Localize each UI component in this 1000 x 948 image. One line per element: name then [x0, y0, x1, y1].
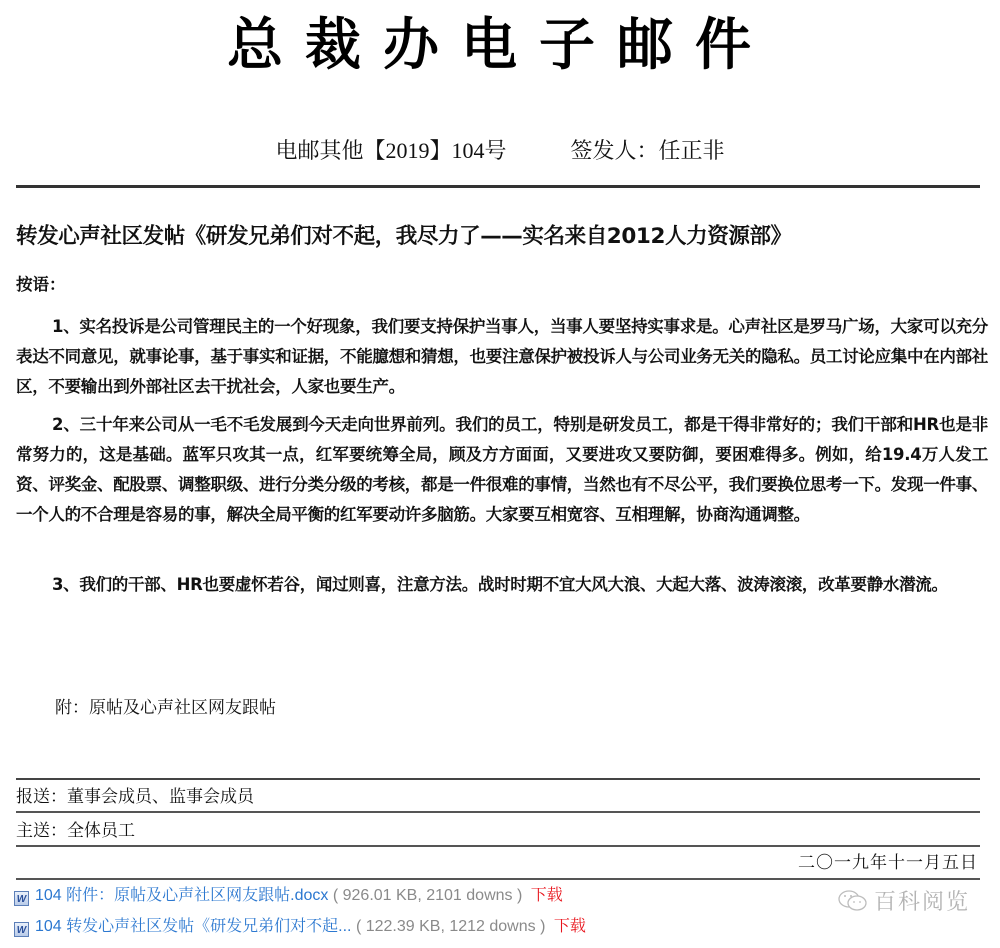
watermark: [838, 888, 970, 918]
header-divider: [16, 185, 980, 188]
file-attachment: [14, 916, 586, 938]
file-link[interactable]: 104 附件：原帖及心声社区网友跟帖.docx: [35, 887, 329, 904]
to-line: 主送：全体员工: [16, 821, 135, 841]
divider: [16, 878, 980, 880]
note-label: 按语：: [16, 275, 66, 294]
issuer: 签发人：任正非: [570, 138, 725, 163]
document-title: 总裁办电子邮件: [227, 13, 773, 78]
cc-line: 报送：董事会成员、监事会成员: [16, 787, 254, 807]
attachment-note: 附：原帖及心声社区网友跟帖: [55, 698, 276, 718]
file-link[interactable]: 104 转发心声社区发帖《研发兄弟们对不起...: [35, 918, 352, 935]
file-size: ( 926.01 KB, 2101 downs ): [332, 887, 523, 904]
email-subject-heading: 转发心声社区发帖《研发兄弟们对不起，我尽力了——实名来自2012人力资源部》: [16, 224, 792, 249]
paragraph-1: 1、实名投诉是公司管理民主的一个好现象，我们要支持保护当事人，当事人要坚持实事求是。心声社区是罗马广场，大家可以充分表达不同意见，就事论事，基于事实和证据，不能臆想和猜想，也要注意保护被投诉人与公司业务无关的隐私。员工讨论应集中在内部社区，不要输出到外部社区去干扰社会，人家也要生产。: [16, 317, 989, 396]
watermark-text: 百科阅览: [873, 890, 970, 915]
file-attachment: [14, 885, 563, 907]
word-doc-icon: W: [14, 922, 29, 937]
doc-number: 电邮其他【2019】104号: [275, 138, 507, 163]
paragraph-2: 2、三十年来公司从一毛不毛发展到今天走向世界前列。我们的员工，特别是研发员工，都是干得非常好的；我们干部和HR也是非常努力的，这是基础。蓝军只攻其一点，红军要统筹全局，顾及方方面面，又要进攻又要防御，要困难得多。例如，给19.4万人发工资、评奖金、配股票、调整职级、进行分类分级的考核，都是一件很难的事情，当然也有不尽公平，我们要换位思考一下。发现一件事、一个人的不合理是容易的事，解决全局平衡的红军要动许多脑筋。大家要互相宽容、互相理解，协商沟通调整。: [16, 415, 989, 524]
word-doc-icon: W: [14, 891, 29, 906]
document-date: 二〇一九年十一月五日: [798, 853, 978, 873]
divider: [16, 778, 980, 780]
divider: [16, 811, 980, 813]
paragraph-3: 3、我们的干部、HR也要虚怀若谷，闻过则喜，注意方法。战时时期不宜大风大浪、大起大落、波涛滚滚，改革要静水潜流。: [52, 575, 948, 594]
download-link[interactable]: 下载: [553, 918, 586, 935]
download-link[interactable]: 下载: [530, 887, 563, 904]
divider: [16, 845, 980, 847]
file-size: ( 122.39 KB, 1212 downs ): [355, 918, 546, 935]
wechat-icon: [838, 890, 868, 912]
document-meta: [0, 136, 1000, 166]
